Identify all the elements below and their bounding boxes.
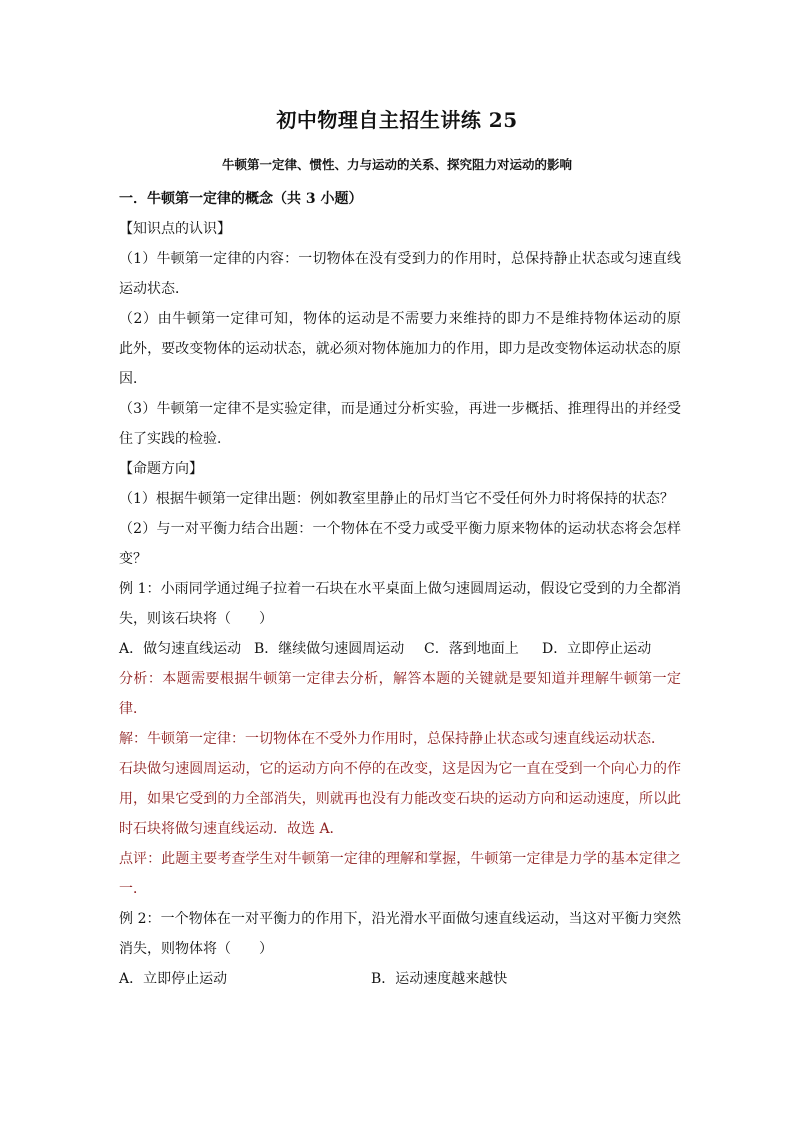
- example2-options: [119, 964, 681, 994]
- example1-option-a: A．做匀速直线运动: [119, 641, 242, 657]
- example1-comment-line: 点评：此题主要考查学生对牛顿第一定律的理解和掌握，牛顿第一定律是力学的基本定律之: [119, 851, 681, 867]
- example2-option-b: B．运动速度越来越快: [371, 971, 508, 987]
- document-title: 初中物理自主招生讲练 25: [276, 108, 518, 132]
- example1-option-d: D．立即停止运动: [542, 641, 652, 657]
- section-heading: 一．牛顿第一定律的概念（共 3 小题）: [119, 191, 363, 207]
- knowledge-line: （1）牛顿第一定律的内容：一切物体在没有受到力的作用时，总保持静止状态或匀速直线: [119, 251, 681, 267]
- knowledge-line: （3）牛顿第一定律不是实验定律，而是通过分析实验，再进一步概括、推理得出的并经受: [119, 401, 681, 417]
- example1-solution-line: 解：牛顿第一定律：一切物体在不受外力作用时，总保持静止状态或匀速直线运动状态．: [119, 731, 665, 747]
- knowledge-header: 【知识点的认识】: [119, 221, 231, 237]
- direction-header: 【命题方向】: [119, 461, 203, 477]
- example1-comment-line: 一．: [119, 881, 147, 897]
- example1-solution-line: 石块做匀速圆周运动，它的运动方向不停的在改变，这是因为它一直在受到一个向心力的作: [119, 761, 681, 777]
- direction-line: （2）与一对平衡力结合出题：一个物体在不受力或受平衡力原来物体的运动状态将会怎样: [119, 521, 681, 537]
- example1-option-b: B．继续做匀速圆周运动: [254, 641, 405, 657]
- example1-options: [119, 634, 681, 664]
- example2-question-line: 消失，则物体将（ ）: [119, 941, 273, 957]
- knowledge-line: 住了实践的检验．: [119, 431, 231, 447]
- example1-question-line: 例 1：小雨同学通过绳子拉着一石块在水平桌面上做匀速圆周运动，假设它受到的力全都消: [119, 581, 681, 597]
- knowledge-line: 此外，要改变物体的运动状态，就必须对物体施加力的作用，即力是改变物体运动状态的原: [119, 341, 681, 357]
- document-body: [119, 184, 681, 994]
- example1-option-c: C．落到地面上: [424, 641, 519, 657]
- knowledge-line: 因．: [119, 371, 147, 387]
- knowledge-line: 运动状态．: [119, 281, 189, 297]
- example2-option-a: A．立即停止运动: [119, 971, 228, 987]
- knowledge-line: （2）由牛顿第一定律可知，物体的运动是不需要力来维持的即力不是维持物体运动的原: [119, 311, 681, 327]
- example1-solution-line: 用，如果它受到的力全部消失，则就再也没有力能改变石块的运动方向和运动速度，所以此: [119, 791, 681, 807]
- direction-line: 变？: [119, 551, 147, 567]
- document-subtitle: 牛顿第一定律、惯性、力与运动的关系、探究阻力对运动的影响: [221, 157, 572, 172]
- example1-question-line: 失，则该石块将（ ）: [119, 611, 273, 627]
- example2-question-line: 例 2：一个物体在一对平衡力的作用下，沿光滑水平面做匀速直线运动，当这对平衡力突然: [119, 911, 681, 927]
- example1-solution-line: 时石块将做匀速直线运动．故选 A．: [119, 821, 344, 837]
- example1-analysis-line: 分析：本题需要根据牛顿第一定律去分析，解答本题的关键就是要知道并理解牛顿第一定: [119, 671, 681, 687]
- direction-line: （1）根据牛顿第一定律出题：例如教室里静止的吊灯当它不受任何外力时将保持的状态？: [119, 491, 674, 507]
- example1-analysis-line: 律．: [119, 701, 147, 717]
